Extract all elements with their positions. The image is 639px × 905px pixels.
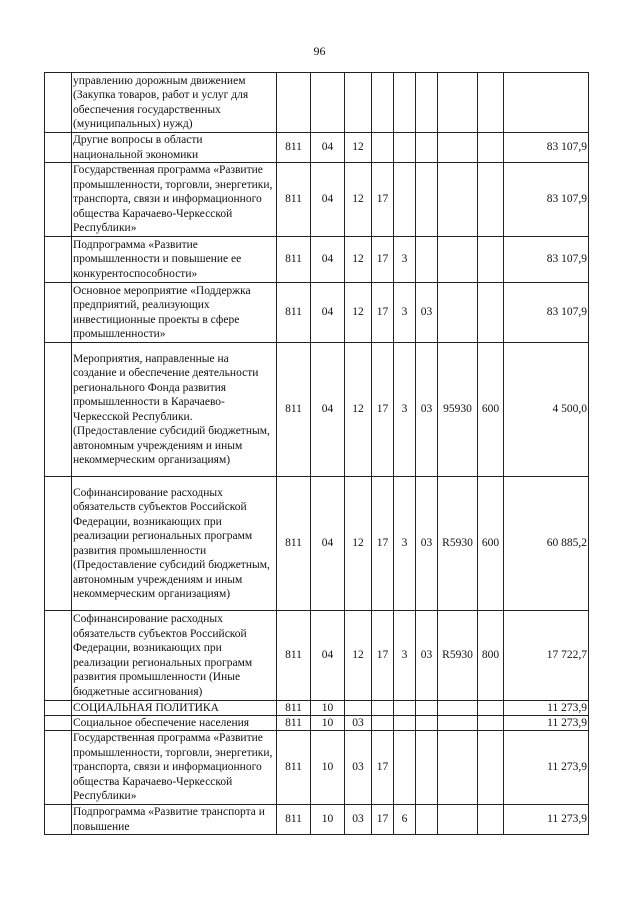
amount-cell: 4 500,0 bbox=[504, 343, 589, 477]
item-name-cell: СОЦИАЛЬНАЯ ПОЛИТИКА bbox=[72, 701, 277, 716]
subprogram-cell bbox=[394, 163, 416, 237]
ved-cell: 811 bbox=[277, 283, 311, 343]
program-cell: 17 bbox=[372, 731, 394, 805]
empty-cell bbox=[45, 611, 72, 701]
razdel-cell: 10 bbox=[311, 716, 345, 731]
direction-cell bbox=[438, 163, 478, 237]
table-row bbox=[45, 343, 589, 477]
subprogram-cell: 3 bbox=[394, 283, 416, 343]
ved-cell: 811 bbox=[277, 701, 311, 716]
expense-type-cell bbox=[478, 805, 504, 835]
expense-type-cell bbox=[478, 716, 504, 731]
empty-cell bbox=[45, 805, 72, 835]
amount-cell: 11 273,9 bbox=[504, 805, 589, 835]
razdel-cell: 10 bbox=[311, 805, 345, 835]
razdel-cell: 10 bbox=[311, 731, 345, 805]
subprogram-cell: 6 bbox=[394, 805, 416, 835]
main-event-cell: 03 bbox=[416, 477, 438, 611]
expense-type-cell bbox=[478, 237, 504, 283]
program-cell: 17 bbox=[372, 283, 394, 343]
item-name-cell: Софинансирование расходных обязательств субъектов Российской Федерации, возникающих при реализации региональных программ развития промышленности (Иные бюджетные ассигнования) bbox=[72, 611, 277, 701]
direction-cell: 95930 bbox=[438, 343, 478, 477]
program-cell: 17 bbox=[372, 611, 394, 701]
ved-cell bbox=[277, 73, 311, 133]
table-row bbox=[45, 805, 589, 835]
ved-cell: 811 bbox=[277, 805, 311, 835]
empty-cell bbox=[45, 163, 72, 237]
amount-cell bbox=[504, 73, 589, 133]
main-event-cell bbox=[416, 805, 438, 835]
amount-cell: 83 107,9 bbox=[504, 163, 589, 237]
subprogram-cell bbox=[394, 701, 416, 716]
podrazdel-cell: 12 bbox=[345, 283, 372, 343]
podrazdel-cell: 12 bbox=[345, 237, 372, 283]
direction-cell bbox=[438, 716, 478, 731]
subprogram-cell bbox=[394, 133, 416, 163]
direction-cell bbox=[438, 73, 478, 133]
amount-cell: 11 273,9 bbox=[504, 731, 589, 805]
program-cell bbox=[372, 701, 394, 716]
direction-cell bbox=[438, 731, 478, 805]
main-event-cell bbox=[416, 237, 438, 283]
empty-cell bbox=[45, 731, 72, 805]
ved-cell: 811 bbox=[277, 716, 311, 731]
table-row bbox=[45, 716, 589, 731]
subprogram-cell: 3 bbox=[394, 611, 416, 701]
table-row bbox=[45, 133, 589, 163]
main-event-cell: 03 bbox=[416, 343, 438, 477]
razdel-cell: 04 bbox=[311, 163, 345, 237]
direction-cell bbox=[438, 701, 478, 716]
expense-type-cell bbox=[478, 133, 504, 163]
razdel-cell: 04 bbox=[311, 237, 345, 283]
main-event-cell bbox=[416, 73, 438, 133]
expense-type-cell bbox=[478, 283, 504, 343]
ved-cell: 811 bbox=[277, 477, 311, 611]
table-row bbox=[45, 163, 589, 237]
razdel-cell: 10 bbox=[311, 701, 345, 716]
expense-type-cell bbox=[478, 701, 504, 716]
page-number: 96 bbox=[313, 44, 326, 58]
razdel-cell: 04 bbox=[311, 133, 345, 163]
main-event-cell bbox=[416, 731, 438, 805]
direction-cell: R5930 bbox=[438, 611, 478, 701]
podrazdel-cell: 03 bbox=[345, 731, 372, 805]
main-event-cell bbox=[416, 701, 438, 716]
expense-type-cell: 600 bbox=[478, 477, 504, 611]
podrazdel-cell: 12 bbox=[345, 611, 372, 701]
program-cell: 17 bbox=[372, 163, 394, 237]
subprogram-cell bbox=[394, 731, 416, 805]
razdel-cell: 04 bbox=[311, 477, 345, 611]
ved-cell: 811 bbox=[277, 237, 311, 283]
table-row bbox=[45, 701, 589, 716]
subprogram-cell bbox=[394, 73, 416, 133]
amount-cell: 83 107,9 bbox=[504, 237, 589, 283]
empty-cell bbox=[45, 477, 72, 611]
table-row bbox=[45, 73, 589, 133]
amount-cell: 83 107,9 bbox=[504, 283, 589, 343]
direction-cell bbox=[438, 283, 478, 343]
amount-cell: 11 273,9 bbox=[504, 701, 589, 716]
amount-cell: 17 722,7 bbox=[504, 611, 589, 701]
table-row bbox=[45, 283, 589, 343]
empty-cell bbox=[45, 237, 72, 283]
empty-cell bbox=[45, 283, 72, 343]
table-row bbox=[45, 237, 589, 283]
table-row bbox=[45, 477, 589, 611]
empty-cell bbox=[45, 701, 72, 716]
podrazdel-cell bbox=[345, 701, 372, 716]
item-name-cell: Государственная программа «Развитие промышленности, торговли, энергетики, транспорта, связи и информационного общества Карачаево-Черкесской Республики» bbox=[72, 731, 277, 805]
program-cell: 17 bbox=[372, 237, 394, 283]
empty-cell bbox=[45, 343, 72, 477]
expense-type-cell bbox=[478, 163, 504, 237]
item-name-cell: Подпрограмма «Развитие транспорта и повышение bbox=[72, 805, 277, 835]
item-name-cell: Государственная программа «Развитие промышленности, торговли, энергетики, транспорта, связи и информационного общества Карачаево-Черкесской Республики» bbox=[72, 163, 277, 237]
podrazdel-cell: 03 bbox=[345, 805, 372, 835]
expense-type-cell bbox=[478, 731, 504, 805]
razdel-cell: 04 bbox=[311, 343, 345, 477]
item-name-cell: Основное мероприятие «Поддержка предприятий, реализующих инвестиционные проекты в сфере промышленности» bbox=[72, 283, 277, 343]
main-event-cell bbox=[416, 133, 438, 163]
item-name-cell: Социальное обеспечение населения bbox=[72, 716, 277, 731]
empty-cell bbox=[45, 73, 72, 133]
item-name-cell: Другие вопросы в области национальной экономики bbox=[72, 133, 277, 163]
ved-cell: 811 bbox=[277, 731, 311, 805]
ved-cell: 811 bbox=[277, 343, 311, 477]
item-name-cell: Мероприятия, направленные на создание и обеспечение деятельности регионального Фонда развития промышленности в Карачаево-Черкесской Республики. (Предоставление субсидий бюджетным, автономным учреждениям и иным некоммерческим организациям) bbox=[72, 343, 277, 477]
program-cell bbox=[372, 73, 394, 133]
ved-cell: 811 bbox=[277, 611, 311, 701]
amount-cell: 11 273,9 bbox=[504, 716, 589, 731]
expense-type-cell: 600 bbox=[478, 343, 504, 477]
program-cell: 17 bbox=[372, 343, 394, 477]
program-cell bbox=[372, 716, 394, 731]
budget-table bbox=[44, 72, 589, 835]
podrazdel-cell bbox=[345, 73, 372, 133]
direction-cell: R5930 bbox=[438, 477, 478, 611]
direction-cell bbox=[438, 805, 478, 835]
podrazdel-cell: 12 bbox=[345, 477, 372, 611]
amount-cell: 83 107,9 bbox=[504, 133, 589, 163]
subprogram-cell: 3 bbox=[394, 477, 416, 611]
podrazdel-cell: 12 bbox=[345, 163, 372, 237]
direction-cell bbox=[438, 237, 478, 283]
main-event-cell bbox=[416, 716, 438, 731]
ved-cell: 811 bbox=[277, 163, 311, 237]
main-event-cell: 03 bbox=[416, 611, 438, 701]
razdel-cell bbox=[311, 73, 345, 133]
direction-cell bbox=[438, 133, 478, 163]
table-row bbox=[45, 731, 589, 805]
amount-cell: 60 885,2 bbox=[504, 477, 589, 611]
program-cell: 17 bbox=[372, 805, 394, 835]
program-cell bbox=[372, 133, 394, 163]
main-event-cell: 03 bbox=[416, 283, 438, 343]
subprogram-cell: 3 bbox=[394, 343, 416, 477]
expense-type-cell bbox=[478, 73, 504, 133]
razdel-cell: 04 bbox=[311, 611, 345, 701]
empty-cell bbox=[45, 716, 72, 731]
expense-type-cell: 800 bbox=[478, 611, 504, 701]
ved-cell: 811 bbox=[277, 133, 311, 163]
main-event-cell bbox=[416, 163, 438, 237]
subprogram-cell bbox=[394, 716, 416, 731]
table-row bbox=[45, 611, 589, 701]
podrazdel-cell: 12 bbox=[345, 133, 372, 163]
subprogram-cell: 3 bbox=[394, 237, 416, 283]
program-cell: 17 bbox=[372, 477, 394, 611]
empty-cell bbox=[45, 133, 72, 163]
item-name-cell: Софинансирование расходных обязательств субъектов Российской Федерации, возникающих при реализации региональных программ развития промышленности (Предоставление субсидий бюджетным, автономным учреждениям и иным некоммерческим организациям) bbox=[72, 477, 277, 611]
podrazdel-cell: 03 bbox=[345, 716, 372, 731]
podrazdel-cell: 12 bbox=[345, 343, 372, 477]
item-name-cell: Подпрограмма «Развитие промышленности и повышение ее конкурентоспособности» bbox=[72, 237, 277, 283]
item-name-cell: управлению дорожным движением (Закупка товаров, работ и услуг для обеспечения государственных (муниципальных) нужд) bbox=[72, 73, 277, 133]
razdel-cell: 04 bbox=[311, 283, 345, 343]
